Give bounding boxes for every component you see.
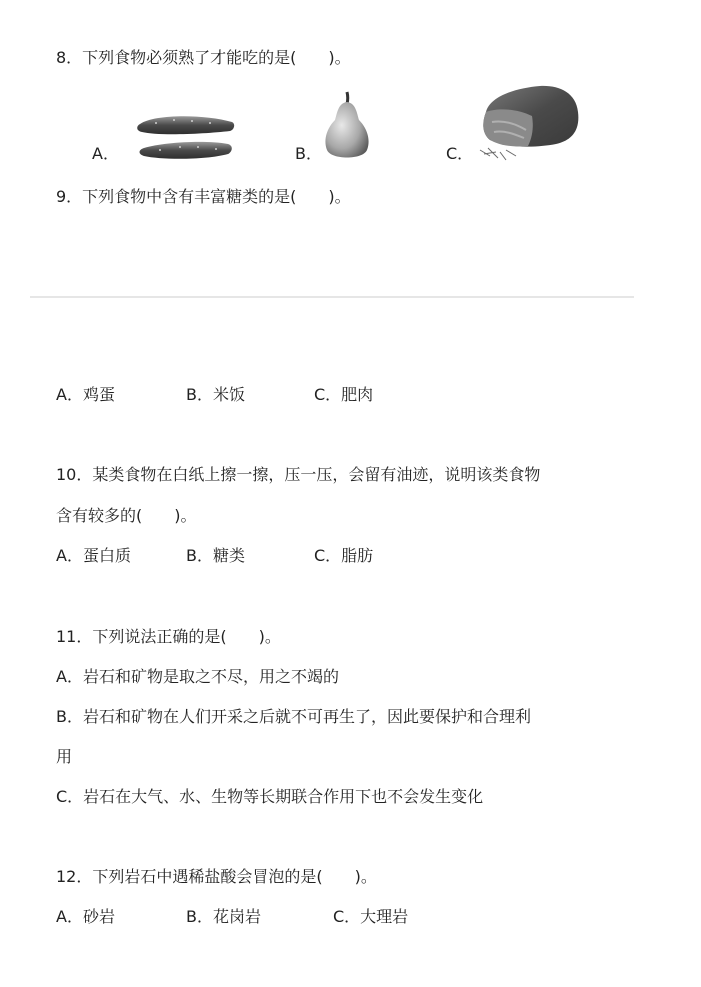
q10-option-a: A．蛋白质: [56, 546, 131, 565]
q10-option-b: B．糖类: [186, 546, 245, 565]
q8-option-c-letter: C．: [446, 144, 474, 163]
q9-option-c: C．肥肉: [314, 385, 374, 404]
cucumber-icon: [134, 112, 238, 164]
q12-stem: 12．下列岩石中遇稀盐酸会冒泡的是( )。: [56, 867, 377, 886]
pear-icon: [321, 90, 373, 162]
q11-option-b-line1: B．岩石和矿物在人们开采之后就不可再生了，因此要保护和合理利: [56, 707, 531, 726]
q12-option-c: C．大理岩: [333, 907, 409, 926]
q8-stem: 8．下列食物必须熟了才能吃的是( )。: [56, 48, 351, 67]
q12-option-b: B．花岗岩: [186, 907, 261, 926]
q9-option-a: A．鸡蛋: [56, 385, 115, 404]
q9-stem: 9．下列食物中含有丰富糖类的是( )。: [56, 187, 351, 206]
q10-option-c: C．脂肪: [314, 546, 374, 565]
q9-option-b: B．米饭: [186, 385, 245, 404]
q10-stem-line2: 含有较多的( )。: [56, 506, 197, 525]
raw-meat-icon: [476, 82, 584, 162]
q12-option-a: A．砂岩: [56, 907, 115, 926]
q11-option-a: A．岩石和矿物是取之不尽，用之不竭的: [56, 667, 339, 686]
q11-option-c: C．岩石在大气、水、生物等长期联合作用下也不会发生变化: [56, 787, 484, 806]
q8-option-b-letter: B．: [295, 144, 322, 163]
q10-stem-line1: 10．某类食物在白纸上擦一擦，压一压，会留有油迹，说明该类食物: [56, 465, 541, 484]
q11-option-b-line2: 用: [56, 747, 73, 766]
q11-stem: 11．下列说法正确的是( )。: [56, 627, 281, 646]
page-divider: [30, 296, 634, 298]
q8-option-a-letter: A．: [92, 144, 119, 163]
